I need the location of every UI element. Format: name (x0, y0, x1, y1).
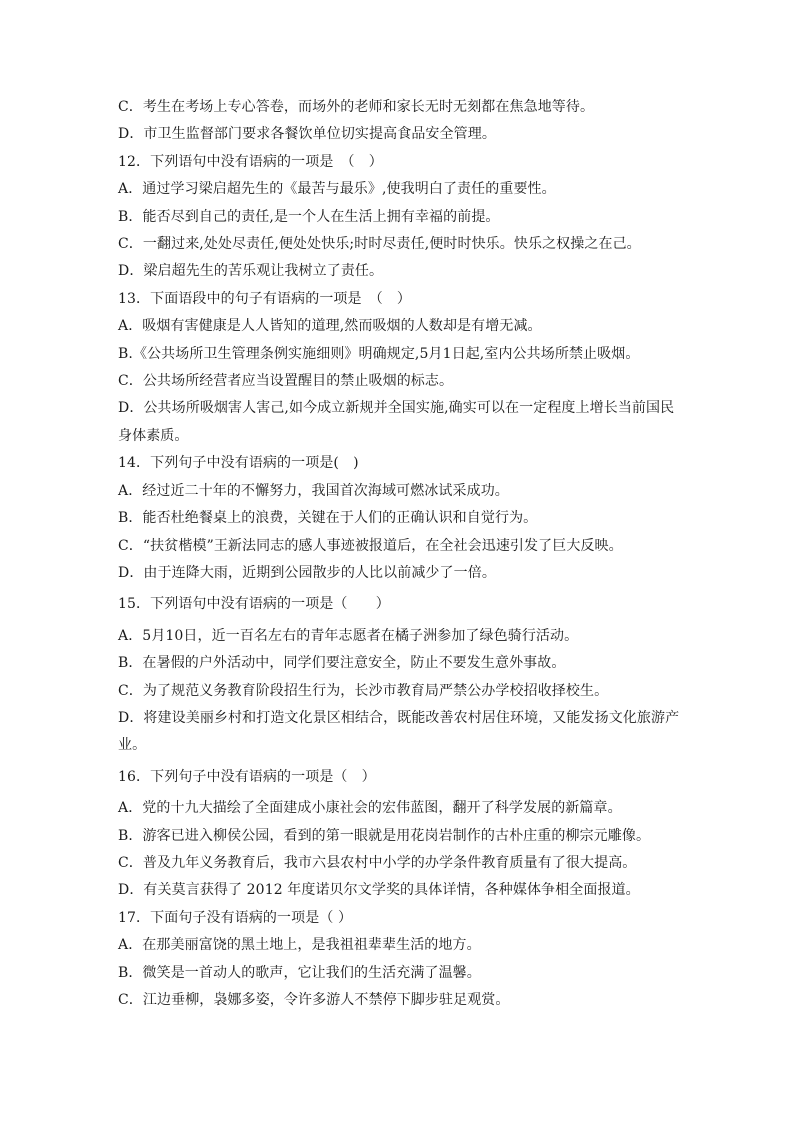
option-13c: C．公共场所经营者应当设置醒目的禁止吸烟的标志。 (118, 373, 454, 390)
question-15-stem: 15．下列语句中没有语病的一项是（ ） (118, 596, 390, 613)
option-13a: A．吸烟有害健康是人人皆知的道理,然而吸烟的人数却是有增无减。 (118, 318, 542, 335)
option-11d: D．市卫生监督部门要求各餐饮单位切实提高食品安全管理。 (118, 126, 496, 143)
question-16-stem: 16．下列句子中没有语病的一项是（ ） (118, 768, 376, 785)
option-17b: B．微笑是一首动人的歌声，它让我们的生活充满了温馨。 (118, 964, 481, 981)
option-17a: A．在那美丽富饶的黑土地上，是我祖祖辈辈生活的地方。 (118, 937, 481, 954)
question-12-stem: 12．下列语句中没有语病的一项是 （ ） (118, 153, 383, 170)
option-16d: D．有关莫言获得了 2012 年度诺贝尔文学奖的具体详情，各种媒体争相全面报道。 (118, 882, 640, 899)
option-14d: D．由于连降大雨，近期到公园散步的人比以前减少了一倍。 (118, 564, 496, 581)
option-15d-cont: 业。 (118, 737, 147, 754)
option-12a: A．通过学习梁启超先生的《最苦与最乐》,使我明白了责任的重要性。 (118, 181, 556, 198)
option-15c: C．为了规范义务教育阶段招生行为，长沙市教育局严禁公办学校招收择校生。 (118, 682, 609, 699)
question-14-stem: 14．下列句子中没有语病的一项是( ) (118, 455, 359, 472)
option-14b: B．能否杜绝餐桌上的浪费，关键在于人们的正确认识和自觉行为。 (118, 510, 538, 527)
option-12b: B．能否尽到自己的责任,是一个人在生活上拥有幸福的前提。 (118, 208, 500, 225)
option-13d: D．公共场所吸烟害人害己,如今成立新规并全国实施,确实可以在一定程度上增长当前国民 (118, 400, 675, 417)
option-16b: B．游客已进入柳侯公园，看到的第一眼就是用花岗岩制作的古朴庄重的柳宗元雕像。 (118, 827, 651, 844)
option-15d: D．将建设美丽乡村和打造文化景区相结合，既能改善农村居住环境，又能发扬文化旅游产 (118, 709, 680, 726)
question-list (118, 94, 684, 1014)
option-12c: C．一翻过来,处处尽责任,便处处快乐;时时尽责任,便时时快乐。快乐之权操之在己。 (118, 236, 641, 253)
option-12d: D．梁启超先生的苦乐观让我树立了责任。 (118, 263, 384, 280)
question-17-stem: 17．下面句子没有语病的一项是（ ） (118, 909, 353, 926)
option-16c: C．普及九年义务教育后，我市六县农村中小学的办学条件教育质量有了很大提高。 (118, 854, 637, 871)
option-13d-cont: 身体素质。 (118, 427, 189, 444)
option-15a: A．5月10日，近一百名左右的青年志愿者在橘子洲参加了绿色骑行活动。 (118, 627, 579, 644)
option-14a: A．经过近二十年的不懈努力，我国首次海域可燃冰试采成功。 (118, 482, 509, 499)
option-17c: C．江边垂柳，袅娜多姿，令许多游人不禁停下脚步驻足观赏。 (118, 992, 510, 1008)
option-11c: C．考生在考场上专心答卷，而场外的老师和家长无时无刻都在焦急地等待。 (118, 99, 595, 115)
option-16a: A．党的十九大描绘了全面建成小康社会的宏伟蓝图，翻开了科学发展的新篇章。 (118, 800, 622, 817)
option-14c: C．“扶贫楷模”王新法同志的感人事迹被报道后，在全社会迅速引发了巨大反映。 (118, 537, 623, 554)
option-13b: B.《公共场所卫生管理条例实施细则》明确规定,5月1日起,室内公共场所禁止吸烟。 (118, 345, 640, 362)
option-15b: B．在暑假的户外活动中，同学们要注意安全，防止不要发生意外事故。 (118, 655, 566, 672)
question-13-stem: 13．下面语段中的句子有语病的一项是 （ ） (118, 290, 412, 307)
